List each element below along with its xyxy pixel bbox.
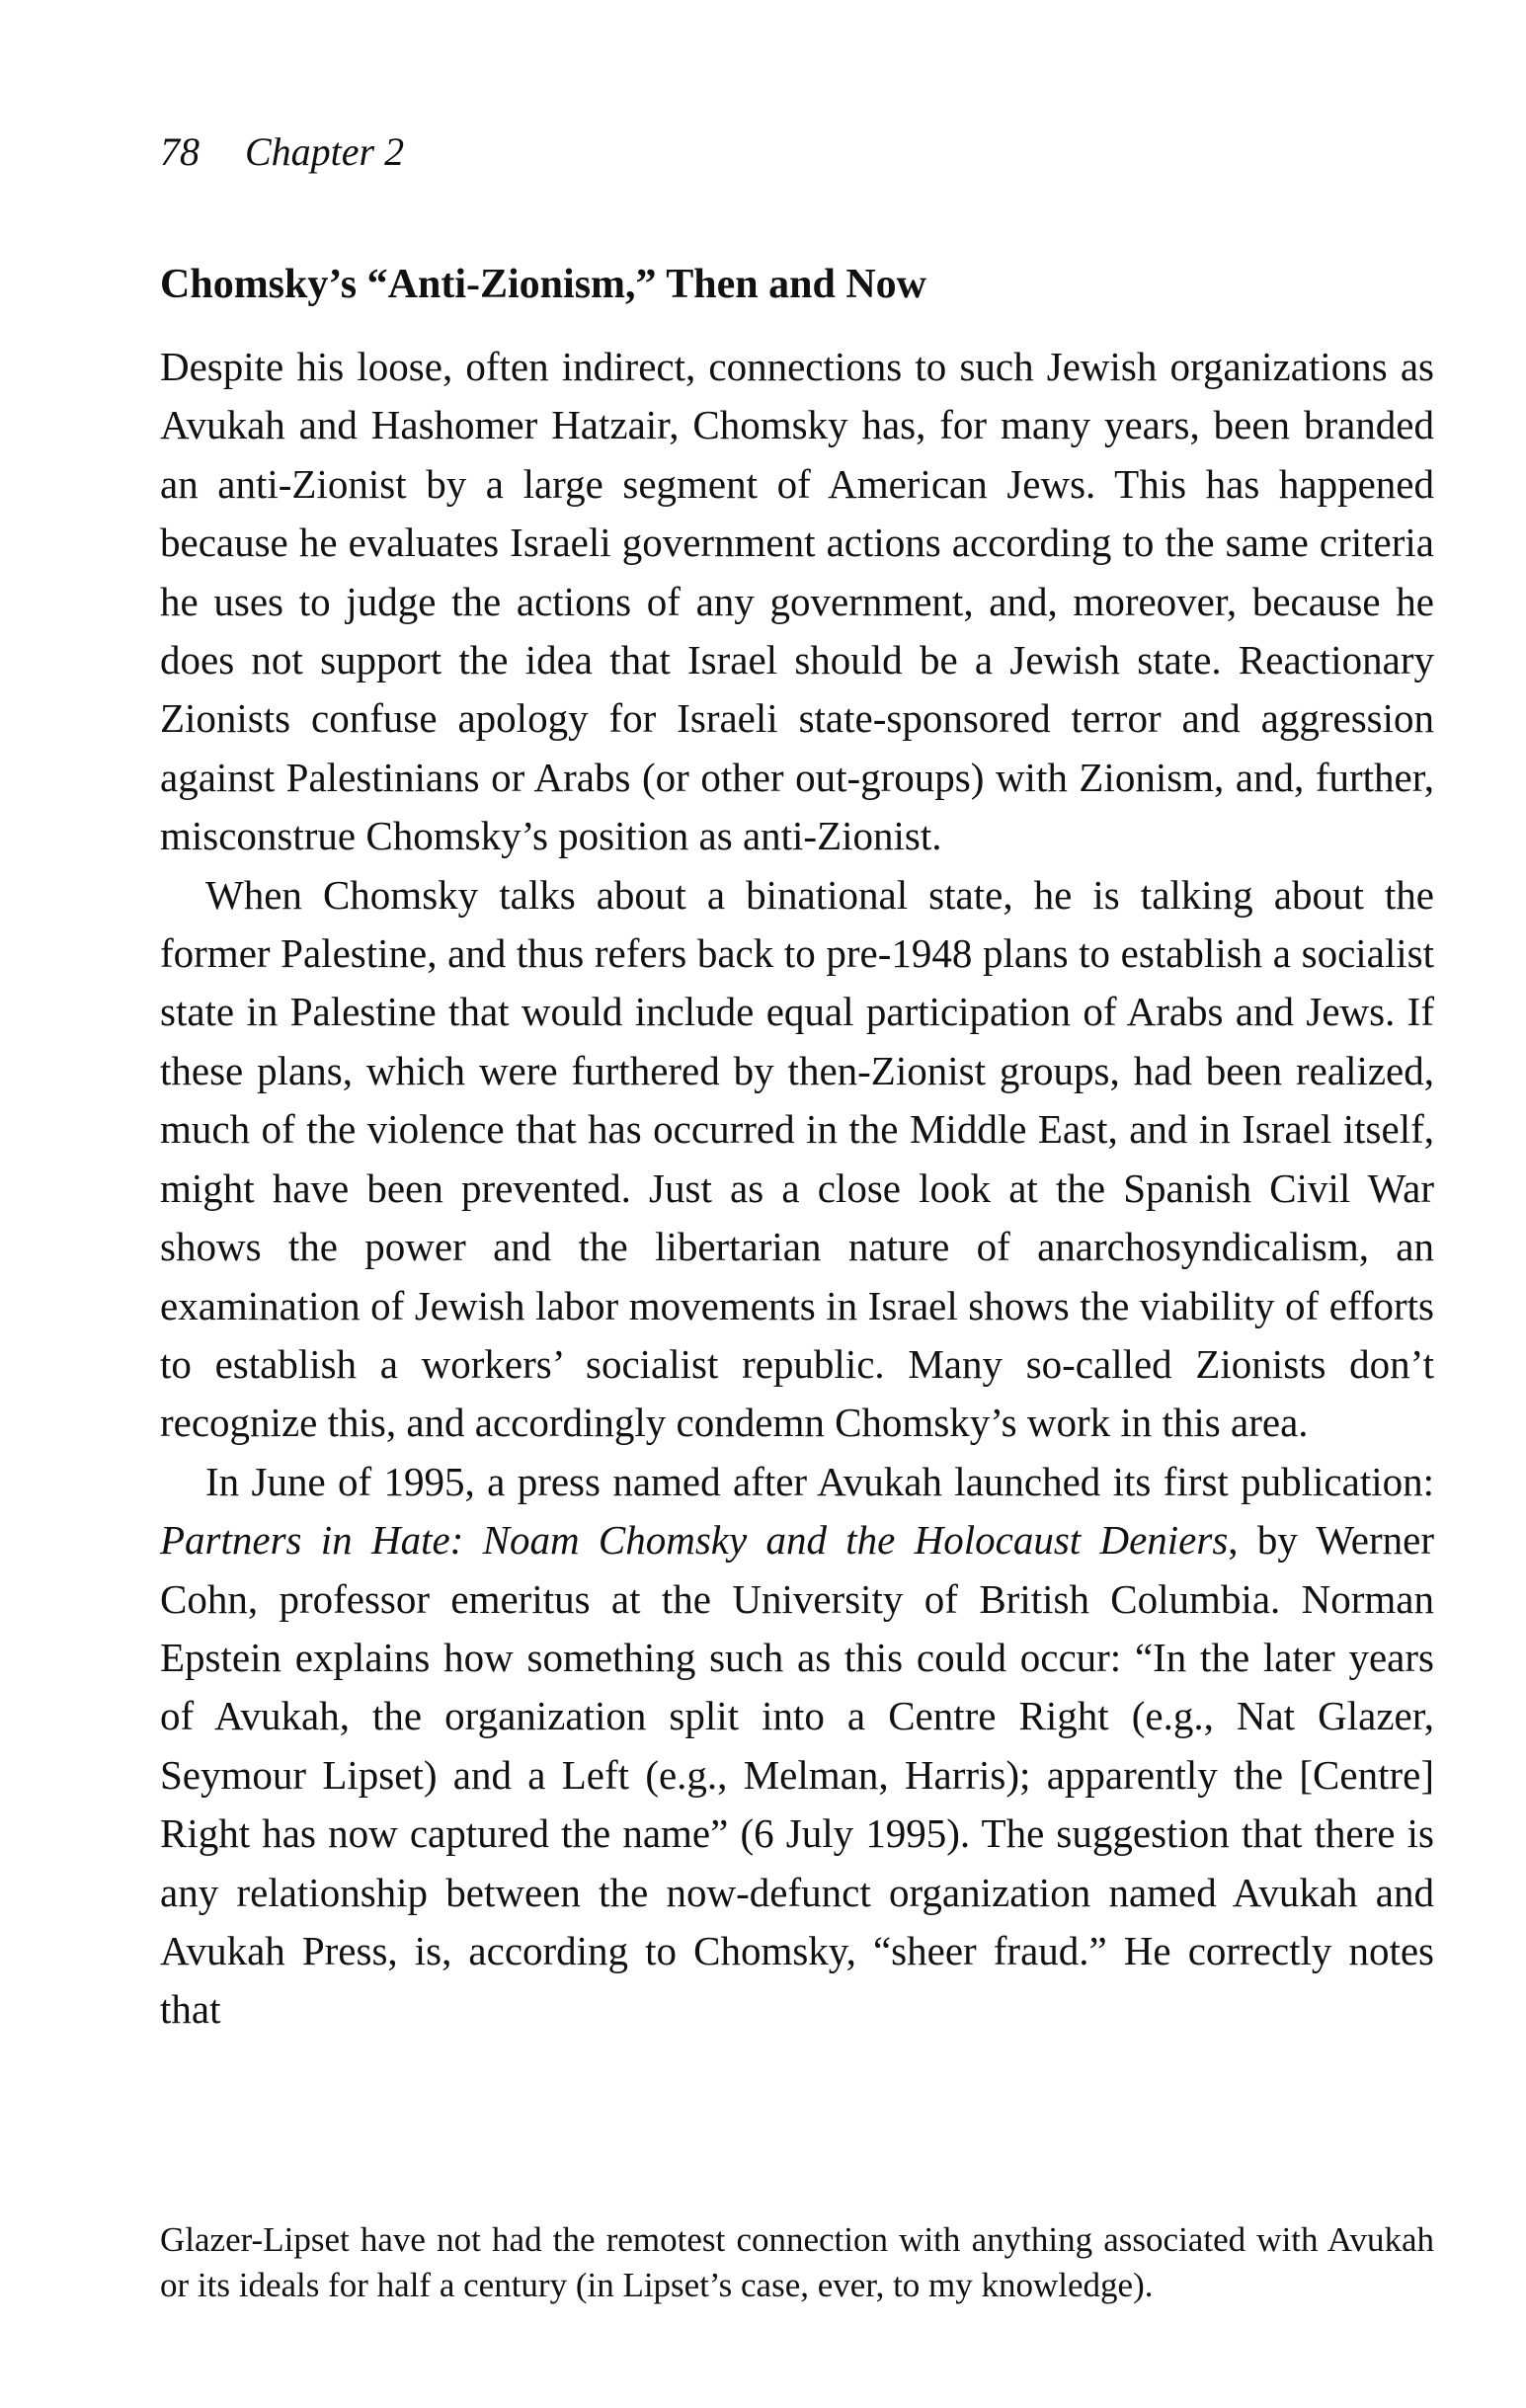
page-number: 78 xyxy=(160,129,200,174)
chapter-label: Chapter 2 xyxy=(245,129,405,174)
paragraph-3-lead: In June of 1995, a press named after Avukah launched its first publication: xyxy=(205,1458,1434,1504)
paragraph-1: Despite his loose, often indirect, connections to such Jewish organizations as Avukah and Hashomer Hatzair, Chomsky has, for many years, been branded an anti-Zionist by a large segment of American Jews. This has happened because he evaluates Israeli government actions according to the same criteria he uses to judge the actions of any government, and, moreover, because he does not support the idea that Israel should be a Jewish state. Reactionary Zionists confuse apology for Israeli state-sponsored terror and aggression against Palestinians or Arabs (or other out-groups) with Zionism, and, further, misconstrue Chomsky’s position as anti-Zionist. xyxy=(160,344,1434,859)
section-heading: Chomsky’s “Anti-Zionism,” Then and Now xyxy=(160,262,927,307)
block-quote-text: Glazer-Lipset have not had the remotest connection with anything associated with Avukah or its ideals for half a century (in Lipset’s case, ever, to my knowledge). xyxy=(160,2220,1434,2304)
paragraph-2: When Chomsky talks about a binational state, he is talking about the former Palestine, and thus refers back to pre-1948 plans to establish a socialist state in Palestine that would include equal participation of Arabs and Jews. If these plans, which were furthered by then-Zionist groups, had been realized, much of the violence that has occurred in the Middle East, and in Israel itself, might have been prevented. Just as a close look at the Spanish Civil War shows the power and the libertarian nature of anarchosyndicalism, an examination of Jewish labor movements in Israel shows the viability of efforts to establish a workers’ socialist republic. Many so-called Zionists don’t recognize this, and accordingly condemn Chomsky’s work in this area. xyxy=(160,871,1434,1446)
paragraph-3 xyxy=(160,1453,1434,2040)
body-text xyxy=(160,338,1434,2040)
block-quote xyxy=(160,2217,1434,2308)
running-head xyxy=(160,128,404,176)
paragraph-3-rest: , by Werner Cohn, professor emeritus at the University of British Columbia. Norman Epstein explains how something such as this could occur: “In the later years of Avukah, the organization split into a Centre Right (e.g., Nat Glazer, Seymour Lipset) and a Left (e.g., Melman, Harris); apparently the [Centre] Right has now captured the name” (6 July 1995). The suggestion that there is any relationship between the now-defunct organization named Avukah and Avukah Press, is, according to Chomsky, “sheer fraud.” He correctly notes that xyxy=(160,1517,1434,2033)
book-title: Partners in Hate: Noam Chomsky and the Holocaust Deniers xyxy=(160,1517,1229,1564)
